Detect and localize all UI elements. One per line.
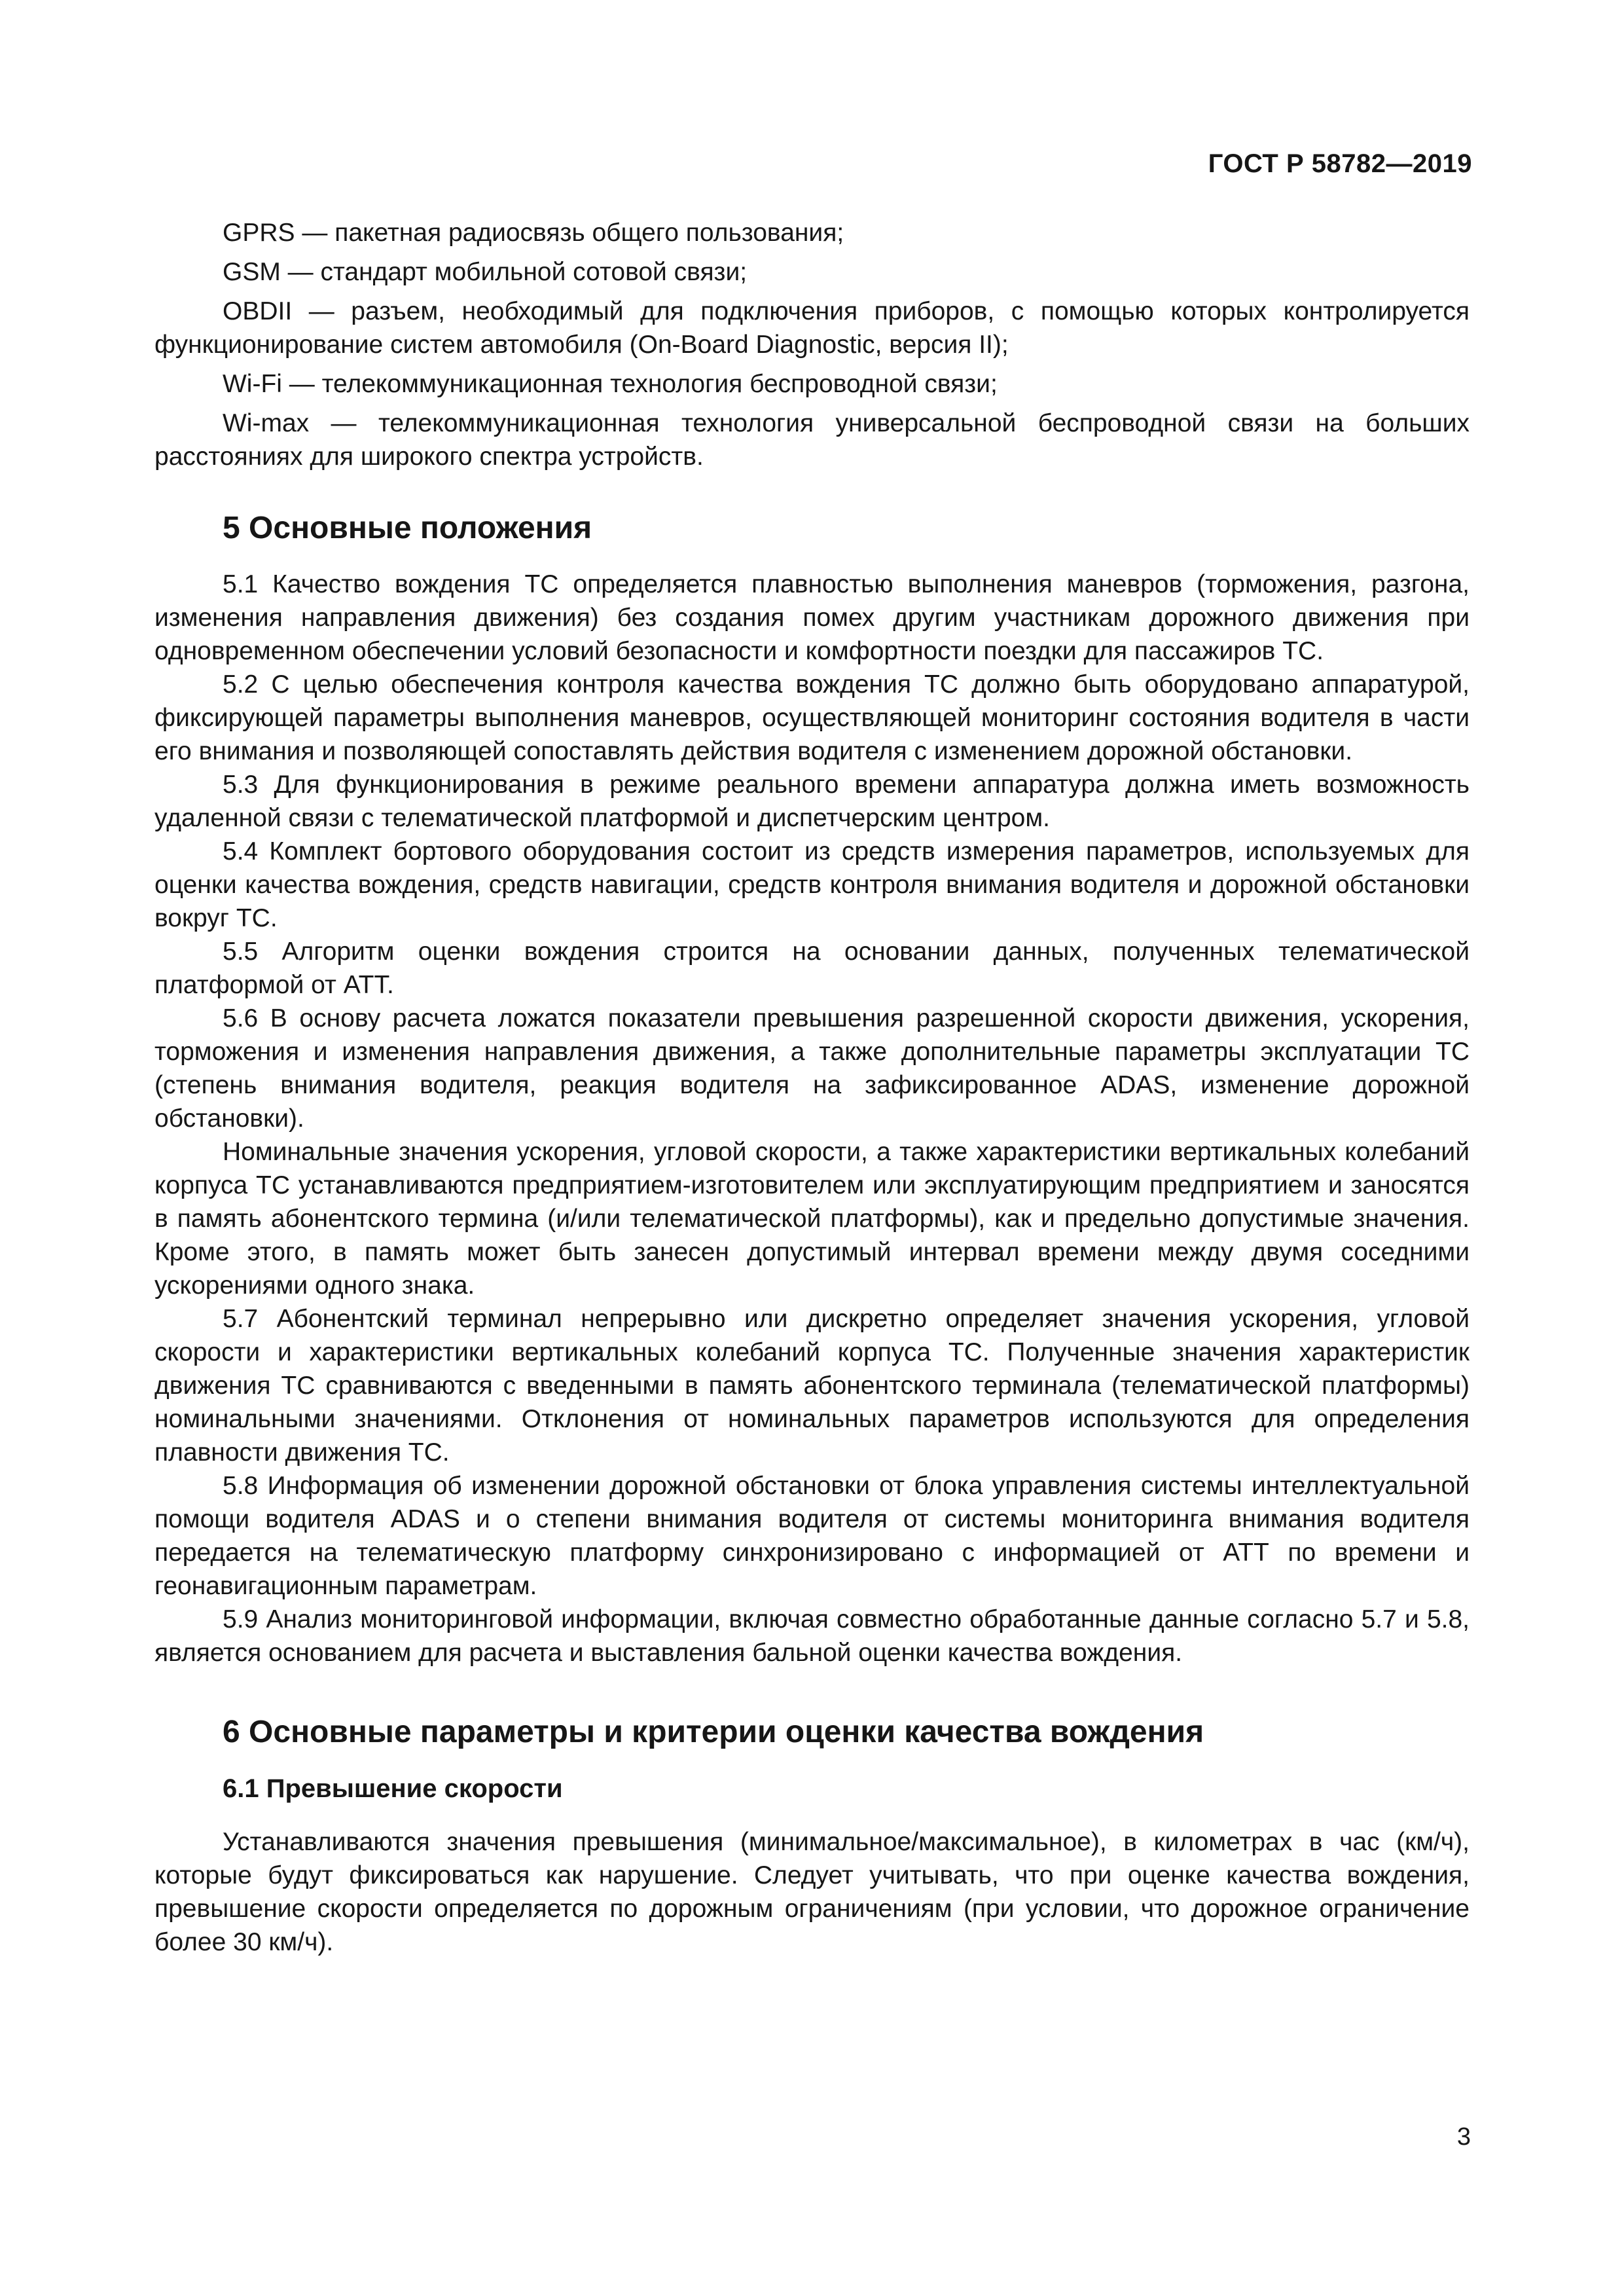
section-6-heading: 6 Основные параметры и критерии оценки качества вождения [223,1715,1204,1749]
paragraph-5-6: 5.6 В основу расчета ложатся показатели превышения разрешенной скорости движения, ускорения, торможения и изменения направления движения, а также дополнительные параметры эксплуатации ТС (степень внимания водителя, реакция водителя на зафиксированное ADAS, изменение дорожной обстановки). [154,1004,1470,1133]
abbreviation-gsm: GSM — стандарт мобильной сотовой связи; [223,258,748,286]
section-5 [154,509,1470,1669]
standard-code: ГОСТ Р 58782—2019 [1208,149,1472,178]
paragraph-5-6-cont: Номинальные значения ускорения, угловой скорости, а также характеристики вертикальных колебаний корпуса ТС устанавливаются предприятием-изготовителем или эксплуатирующим предприятием и заносятся в память абонентского термина (и/или телематической платформы), как и предельно допустимые значения. Кроме этого, в память может быть занесен допустимый интервал времени между двумя соседними ускорениями одного знака. [154,1138,1470,1300]
abbreviation-obdii: OBDII — разъем, необходимый для подключения приборов, с помощью которых контролируется функционирование систем автомобиля (On-Board Diagnostic, версия II); [154,297,1470,359]
paragraph-5-1: 5.1 Качество вождения ТС определяется плавностью выполнения маневров (торможения, разгона, изменения направления движения) без создания помех другим участникам дорожного движения при одновременном обеспечении условий безопасности и комфортности поездки для пассажиров ТС. [154,570,1470,665]
section-5-heading: 5 Основные положения [223,511,592,545]
paragraph-5-9: 5.9 Анализ мониторинговой информации, включая совместно обработанные данные согласно 5.7 и 5.8, является основанием для расчета и выставления бальной оценки качества вождения. [154,1605,1470,1667]
paragraph-5-7: 5.7 Абонентский терминал непрерывно или дискретно определяет значения ускорения, угловой скорости и характеристики вертикальных колебаний корпуса ТС. Полученные значения характеристик движения ТС сравниваются с введенными в память абонентского терминала (телематической платформы) номинальными значениями. Отклонения от номинальных параметров используются для определения плавности движения ТС. [154,1305,1470,1467]
paragraph-5-4: 5.4 Комплект бортового оборудования состоит из средств измерения параметров, используемых для оценки качества вождения, средств навигации, средств контроля внимания водителя и дорожной обстановки вокруг ТС. [154,837,1470,932]
abbreviations-list [154,216,1470,473]
abbreviation-wifi: Wi-Fi — телекоммуникационная технология беспроводной связи; [223,370,998,398]
paragraph-5-5: 5.5 Алгоритм оценки вождения строится на основании данных, полученных телематической платформой от АТТ. [154,938,1470,999]
abbreviation-gprs: GPRS — пакетная радиосвязь общего пользования; [223,219,844,247]
page-content [154,216,1470,1959]
section-6 [154,1713,1470,1959]
paragraph-5-2: 5.2 С целью обеспечения контроля качества вождения ТС должно быть оборудовано аппаратурой, фиксирующей параметры выполнения маневров, осуществляющей мониторинг состояния водителя в части его внимания и позволяющей сопоставлять действия водителя с изменением дорожной обстановки. [154,670,1470,765]
subsection-6-1-heading: 6.1 Превышение скорости [223,1774,563,1803]
abbreviation-wimax: Wi-max — телекоммуникационная технология универсальной беспроводной связи на больших расстояниях для широкого спектра устройств. [154,409,1470,471]
paragraph-5-3: 5.3 Для функционирования в режиме реального времени аппаратура должна иметь возможность удаленной связи с телематической платформой и диспетчерским центром. [154,771,1470,832]
paragraph-5-8: 5.8 Информация об изменении дорожной обстановки от блока управления системы интеллектуальной помощи водителя ADAS и о степени внимания водителя от системы мониторинга внимания водителя передается на телематическую платформу синхронизировано с информацией от АТТ по времени и геонавигационным параметрам. [154,1472,1470,1600]
page-number: 3 [1456,2123,1471,2151]
paragraph-6-1: Устанавливаются значения превышения (минимальное/максимальное), в километрах в час (км/ч), которые будут фиксироваться как нарушение. Следует учитывать, что при оценке качества вождения, превышение скорости определяется по дорожным ограничениям (при условии, что дорожное ограничение более 30 км/ч). [154,1828,1470,1956]
